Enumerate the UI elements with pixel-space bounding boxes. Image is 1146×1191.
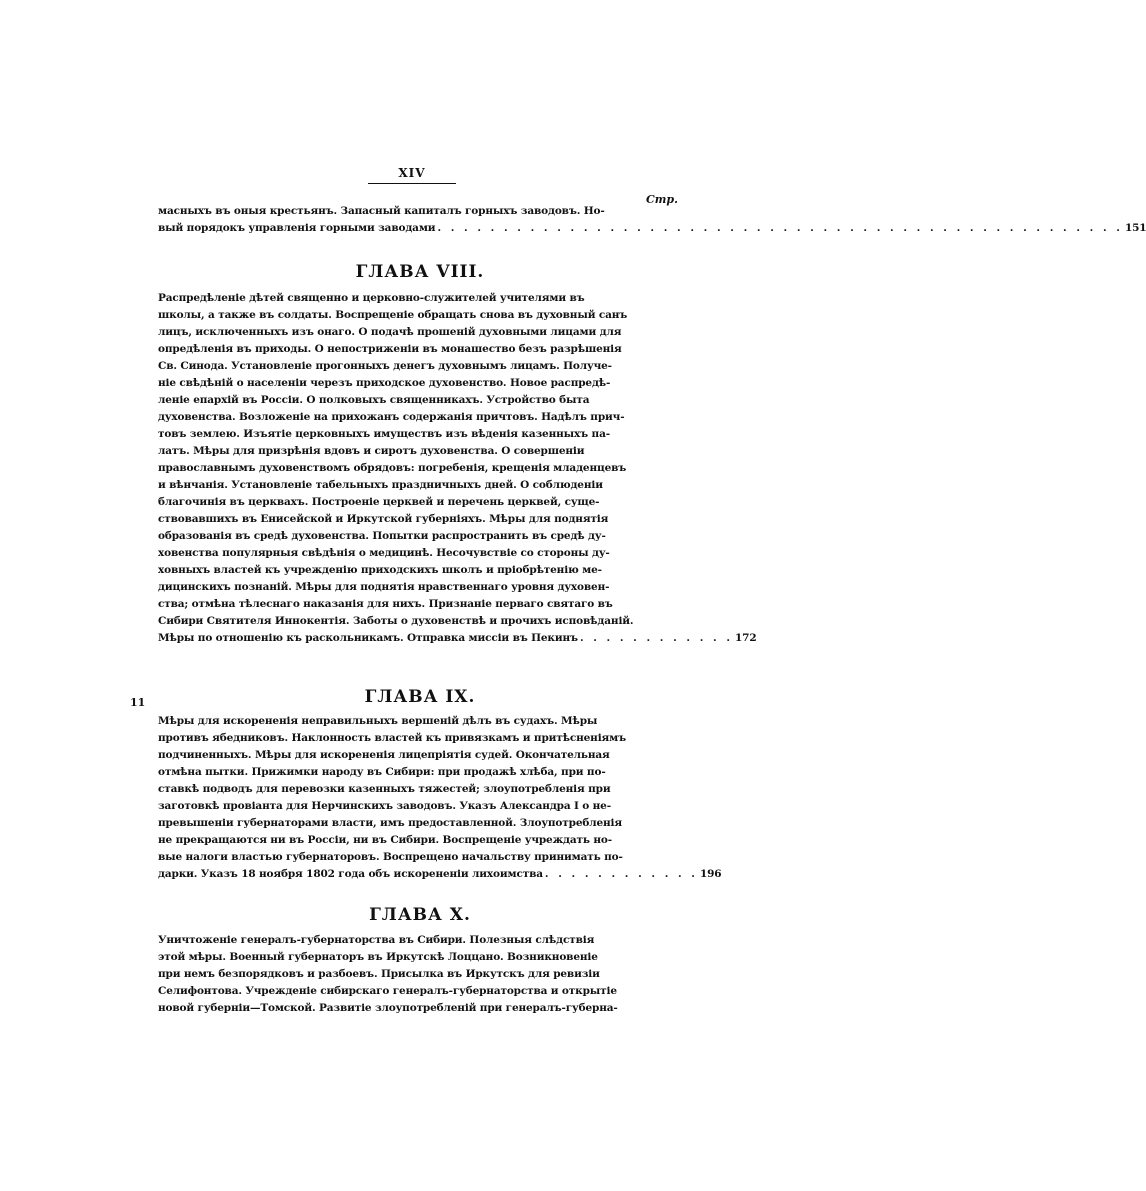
toc-leader-dots: . . . . . . . . . . . . (544, 868, 698, 880)
toc-line: Селифонтова. Учрежденіе сибирскаго генералъ-губернаторства и открытіе (158, 985, 617, 997)
toc-line: этой мѣры. Военный губернаторъ въ Иркутскѣ Лоццано. Возникновеніе (158, 951, 598, 963)
page-number-roman: XIV (398, 166, 426, 180)
toc-line: подчиненныхъ. Мѣры для искорененія лицепріятія судей. Окончательная (158, 749, 610, 761)
toc-line: Сибири Святителя Иннокентія. Заботы о духовенствѣ и прочихъ исповѣданій. (158, 615, 634, 627)
toc-line: и вѣнчанія. Установленіе табельныхъ праздничныхъ дней. О соблюденіи (158, 479, 603, 491)
toc-line: противъ ябедниковъ. Наклонность властей къ привязкамъ и притѣсненіямъ (158, 732, 627, 744)
toc-line: Св. Синода. Установленіе прогонныхъ денегъ духовнымъ лицамъ. Получе- (158, 360, 612, 372)
toc-line: заготовкѣ провіанта для Нерчинскихъ заводовъ. Указъ Александра I о не- (158, 800, 611, 812)
toc-line: леніе епархій въ Россіи. О полковыхъ священникахъ. Устройство быта (158, 394, 590, 406)
toc-line: Распредѣленіе дѣтей священно и церковно-служителей учителями въ (158, 292, 585, 304)
toc-line: ствовавшихъ въ Енисейской и Иркутской губерніяхъ. Мѣры для поднятія (158, 513, 609, 525)
header-rule (368, 183, 456, 184)
toc-page-number: 172 (735, 632, 757, 644)
toc-line: новой губерніи—Томской. Развитіе злоупотребленій при генералъ-губерна- (158, 1002, 618, 1014)
toc-line-last (158, 630, 757, 647)
toc-line: масныхъ въ оныя крестьянъ. Запасный капиталъ горныхъ заводовъ. Но- (158, 205, 605, 217)
toc-line: опредѣленія въ приходы. О непостриженіи въ монашество безъ разрѣшенія (158, 343, 622, 355)
toc-line: ховныхъ властей къ учрежденію приходскихъ школъ и пріобрѣтенію ме- (158, 564, 602, 576)
margin-mark: 11 (130, 696, 146, 709)
chapter-heading: ГЛАВА X. (369, 905, 471, 925)
toc-line-text: дарки. Указъ 18 ноября 1802 года объ искорененіи лихоимства (158, 868, 543, 880)
chapter-heading: ГЛАВА VIII. (355, 262, 485, 282)
toc-intro-entry (158, 203, 1146, 237)
toc-line-last (158, 866, 722, 883)
toc-line: вые налоги властью губернаторовъ. Воспрещено начальству принимать по- (158, 851, 623, 863)
toc-line-text: Мѣры по отношенію къ раскольникамъ. Отправка миссіи въ Пекинъ (158, 632, 578, 644)
toc-line: ніе свѣдѣній о населеніи черезъ приходское духовенство. Новое распредѣ- (158, 377, 611, 389)
chapter-summary (158, 932, 682, 1017)
toc-line: ставкѣ подводъ для перевозки казенныхъ тяжестей; злоупотребленія при (158, 783, 611, 795)
toc-line: при немъ безпорядковъ и разбоевъ. Присылка въ Иркутскъ для ревизіи (158, 968, 600, 980)
chapter-summary (158, 290, 757, 647)
toc-leader-dots: . . . . . . . . . . . . . . . . . . . . . . . . . . . . . . . . . . . . . . . . . . . . . . . . . . . . (437, 222, 1123, 234)
toc-leader-dots: . . . . . . . . . . . . (579, 632, 734, 644)
toc-line: отмѣна пытки. Прижимки народу въ Сибири: при продажѣ хлѣба, при по- (158, 766, 606, 778)
toc-line: благочинія въ церквахъ. Построеніе церквей и перечень церквей, суще- (158, 496, 600, 508)
toc-page-number: 151 (1124, 222, 1146, 234)
toc-line: православнымъ духовенствомъ обрядовъ: погребенія, крещенія младенцевъ (158, 462, 627, 474)
page-column-label: Стр. (646, 193, 678, 206)
toc-line: превышеніи губернаторами власти, имъ предоставленной. Злоупотребленія (158, 817, 622, 829)
toc-line: лицъ, исключенныхъ изъ онаго. О подачѣ прошеній духовными лицами для (158, 326, 622, 338)
toc-line: школы, а также въ солдаты. Воспрещеніе обращать снова въ духовный санъ (158, 309, 628, 321)
toc-line: ховенства популярныя свѣдѣнія о медицинѣ. Несочувствіе со стороны ду- (158, 547, 610, 559)
toc-line: товъ землею. Изъятіе церковныхъ имуществъ изъ вѣденія казенныхъ па- (158, 428, 610, 440)
toc-line-text: вый порядокъ управленія горными заводами (158, 222, 436, 234)
chapter-summary (158, 713, 722, 883)
toc-line-last (158, 220, 1146, 237)
toc-line: Мѣры для искорененія неправильныхъ вершеній дѣлъ въ судахъ. Мѣры (158, 715, 598, 727)
chapter-heading: ГЛАВА IX. (364, 687, 476, 707)
toc-line: духовенства. Возложеніе на прихожанъ содержанія причтовъ. Надѣлъ прич- (158, 411, 625, 423)
toc-line: дицинскихъ познаній. Мѣры для поднятія нравственнаго уровня духовен- (158, 581, 610, 593)
toc-line: Уничтоженіе генералъ-губернаторства въ Сибири. Полезныя слѣдствія (158, 934, 595, 946)
toc-line: латъ. Мѣры для призрѣнія вдовъ и сиротъ духовенства. О совершеніи (158, 445, 585, 457)
toc-line: образованія въ средѣ духовенства. Попытки распространить въ средѣ ду- (158, 530, 606, 542)
toc-page-number: 196 (699, 868, 722, 880)
toc-line: ства; отмѣна тѣлеснаго наказанія для нихъ. Признаніе перваго святаго въ (158, 598, 613, 610)
toc-line: не прекращаются ни въ Россіи, ни въ Сибири. Воспрещеніе учреждать но- (158, 834, 612, 846)
